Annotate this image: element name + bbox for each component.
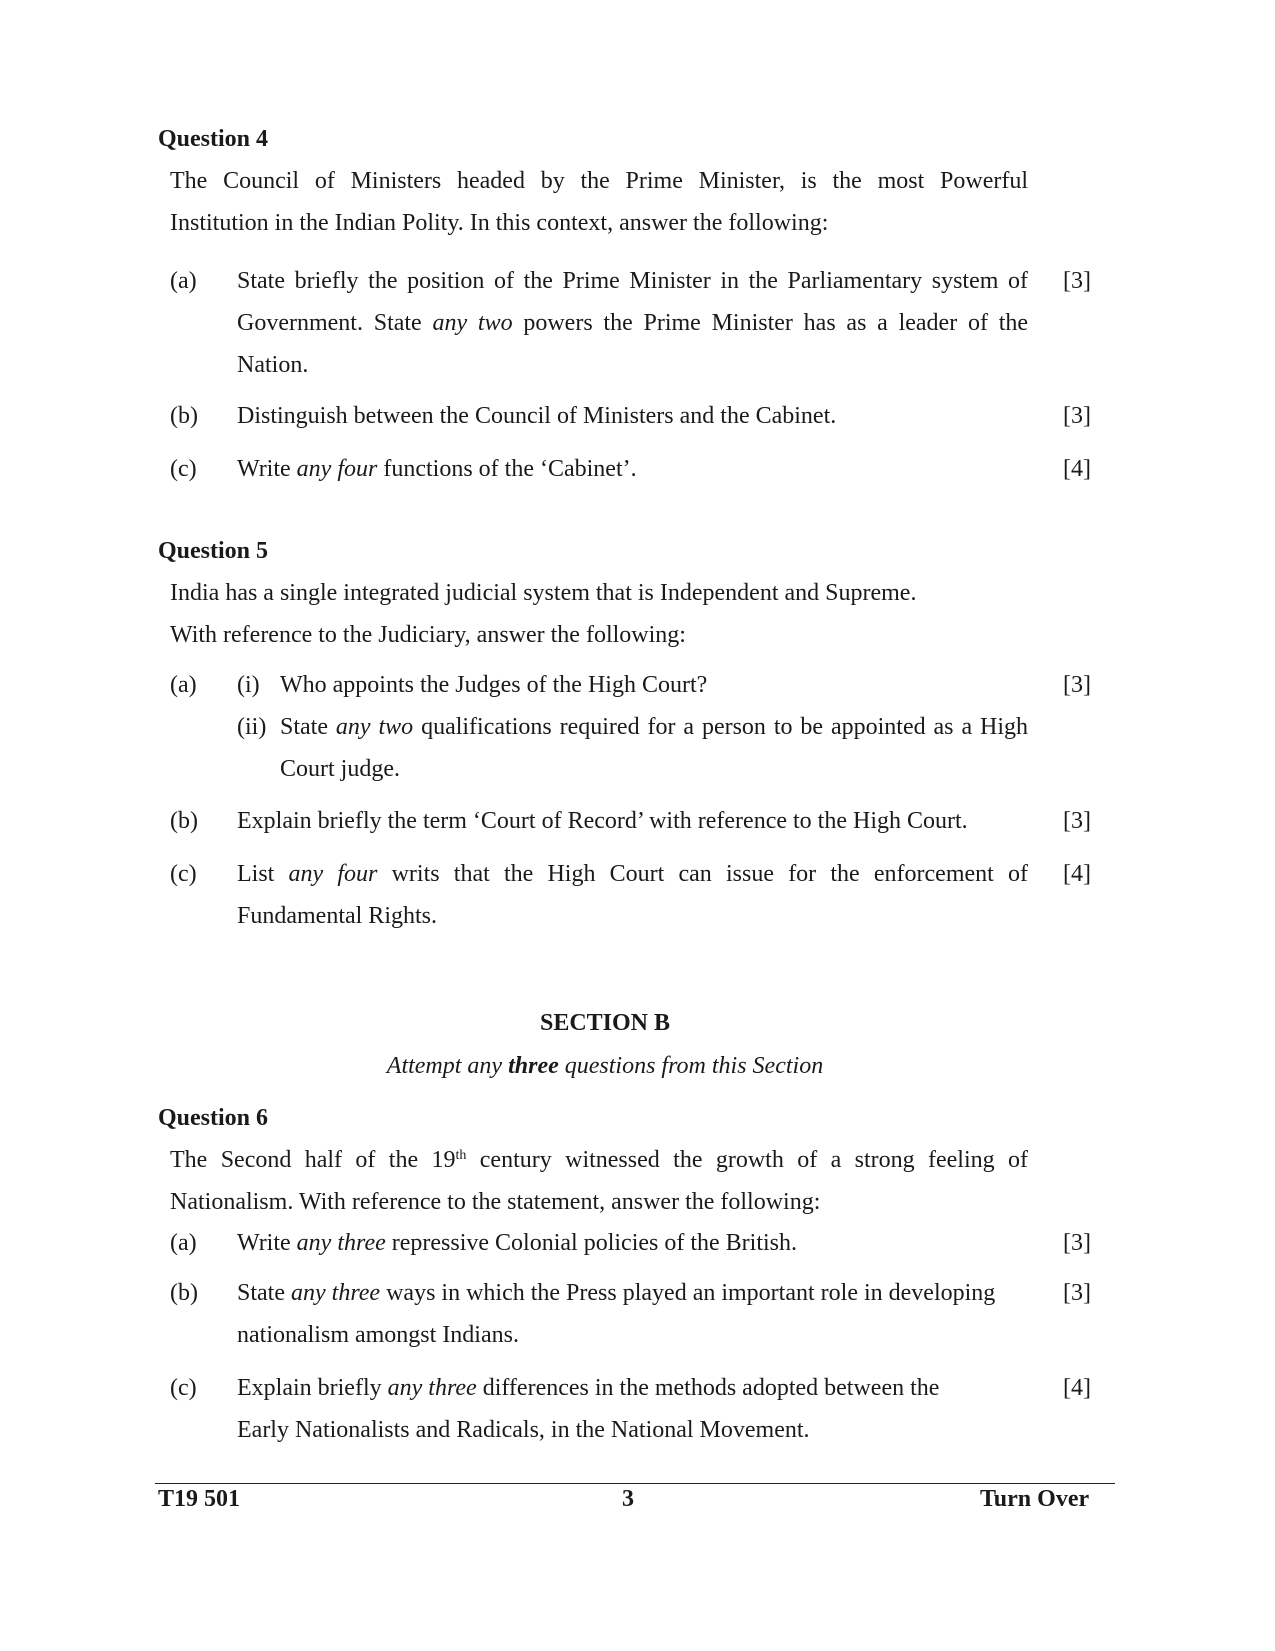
q5-c-pre: List [237, 861, 289, 887]
q5-b-line-1: Explain briefly the term ‘Court of Record’ with reference to the High Court. [237, 808, 968, 834]
q6-c-post: differences in the methods adopted between the [476, 1375, 940, 1401]
q6-a-line-1 [237, 1222, 1028, 1264]
q5-a-i-line-1: Who appoints the Judges of the High Court? [280, 672, 708, 698]
q5-a-ii-emphasis: any two [335, 714, 414, 740]
footer-divider [155, 1483, 1115, 1484]
q6-c-label: (c) [170, 1375, 197, 1401]
q5-a-ii-line-1 [280, 706, 1028, 748]
q4-intro-line-1: The Council of Ministers headed by the Prime Minister, is the most Powerful [170, 168, 1028, 194]
q4-a-line-2-pre: Government. State [237, 310, 433, 336]
q4-a-line-2 [237, 302, 1028, 344]
q4-a-line-2-post: powers the Prime Minister has as a leader of the [512, 310, 1029, 336]
q4-c-pre: Write [237, 456, 297, 482]
q5-a-ii-label: (ii) [237, 714, 267, 740]
q5-c-text [237, 853, 1028, 937]
q4-a-emphasis: any two [432, 310, 513, 336]
q5-a-ii-text [280, 706, 1028, 790]
q4-c-post: functions of the ‘Cabinet’. [377, 456, 637, 482]
q5-a-ii-line-2: Court judge. [280, 756, 400, 782]
q5-a-marks: [3] [1063, 672, 1091, 698]
q5-intro-line-2: With reference to the Judiciary, answer the following: [170, 622, 686, 648]
turn-over-label: Turn Over [980, 1486, 1090, 1512]
q5-c-label: (c) [170, 861, 197, 887]
q6-a-label: (a) [170, 1230, 197, 1256]
q6-a-pre: Write [237, 1230, 297, 1256]
q5-b-label: (b) [170, 808, 198, 834]
q6-c-line-2: Early Nationalists and Radicals, in the National Movement. [237, 1417, 810, 1443]
q5-c-line-1 [237, 853, 1028, 895]
question-4-heading: Question 4 [158, 126, 269, 152]
q6-b-line-2: nationalism amongst Indians. [237, 1322, 519, 1348]
q6-intro-line-2: Nationalism. With reference to the statement, answer the following: [170, 1189, 821, 1215]
q4-b-line-1: Distinguish between the Council of Ministers and the Cabinet. [237, 403, 837, 429]
question-6-intro [170, 1139, 1028, 1223]
q4-c-text [237, 448, 1028, 490]
q5-intro-line-1: India has a single integrated judicial system that is Independent and Supreme. [170, 580, 917, 606]
question-5-heading: Question 5 [158, 538, 269, 564]
q5-a-i-text [280, 664, 1028, 706]
q4-b-marks: [3] [1063, 403, 1091, 429]
section-b-inst-bold: three [508, 1053, 559, 1079]
q6-intro-superscript: th [455, 1148, 467, 1163]
section-b-inst-post: questions from this Section [558, 1053, 824, 1079]
q6-b-marks: [3] [1063, 1280, 1091, 1306]
q4-a-marks: [3] [1063, 268, 1091, 294]
q6-intro-pre: The Second half of the 19 [170, 1147, 456, 1173]
q6-b-post: ways in which the Press played an important role in developing [380, 1280, 996, 1306]
section-b-instruction [0, 1053, 1210, 1080]
q4-b-label: (b) [170, 403, 198, 429]
q6-c-emphasis: any three [387, 1375, 477, 1401]
q6-b-text [237, 1272, 1028, 1356]
q4-c-label: (c) [170, 456, 197, 482]
section-b-inst-pre: Attempt any [386, 1053, 509, 1079]
q4-a-text [237, 260, 1028, 386]
q6-c-marks: [4] [1063, 1375, 1091, 1401]
q5-c-line-2: Fundamental Rights. [237, 903, 437, 929]
q5-c-emphasis: any four [288, 861, 378, 887]
q4-c-line-1 [237, 448, 1028, 490]
question-5-intro [170, 572, 1028, 656]
q6-intro-post: century witnessed the growth of a strong feeling of [466, 1147, 1029, 1173]
page-number: 3 [622, 1486, 634, 1512]
q6-c-pre: Explain briefly [237, 1375, 388, 1401]
q6-a-emphasis: any three [296, 1230, 386, 1256]
q4-a-line-1: State briefly the position of the Prime Minister in the Parliamentary system of [237, 268, 1028, 294]
paper-code: T19 501 [158, 1486, 241, 1512]
q4-intro-line-2: Institution in the Indian Polity. In this context, answer the following: [170, 210, 829, 236]
section-b-title: SECTION B [539, 1010, 671, 1036]
q4-b-text [237, 395, 1028, 437]
q6-c-line-1 [237, 1367, 1028, 1409]
q6-c-text [237, 1367, 1028, 1451]
q6-a-post: repressive Colonial policies of the British. [385, 1230, 798, 1256]
q5-c-marks: [4] [1063, 861, 1091, 887]
q4-c-emphasis: any four [296, 456, 378, 482]
q4-a-line-3: Nation. [237, 352, 309, 378]
q6-b-line-1 [237, 1272, 1028, 1314]
question-4-intro [170, 160, 1028, 244]
q6-a-text [237, 1222, 1028, 1264]
q6-b-label: (b) [170, 1280, 198, 1306]
q4-a-label: (a) [170, 268, 197, 294]
q6-intro-line-1 [170, 1139, 1028, 1181]
q5-c-post: writs that the High Court can issue for the enforcement of [377, 861, 1028, 887]
q4-c-marks: [4] [1063, 456, 1091, 482]
q6-a-marks: [3] [1063, 1230, 1091, 1256]
q6-b-pre: State [237, 1280, 291, 1306]
q5-a-label: (a) [170, 672, 197, 698]
q5-b-marks: [3] [1063, 808, 1091, 834]
q5-b-text [237, 800, 1028, 842]
q5-a-ii-pre: State [280, 714, 336, 740]
q5-a-ii-post: qualifications required for a person to be appointed as a High [413, 714, 1029, 740]
q6-b-emphasis: any three [291, 1280, 381, 1306]
q5-a-i-label: (i) [237, 672, 260, 698]
question-6-heading: Question 6 [158, 1105, 269, 1131]
